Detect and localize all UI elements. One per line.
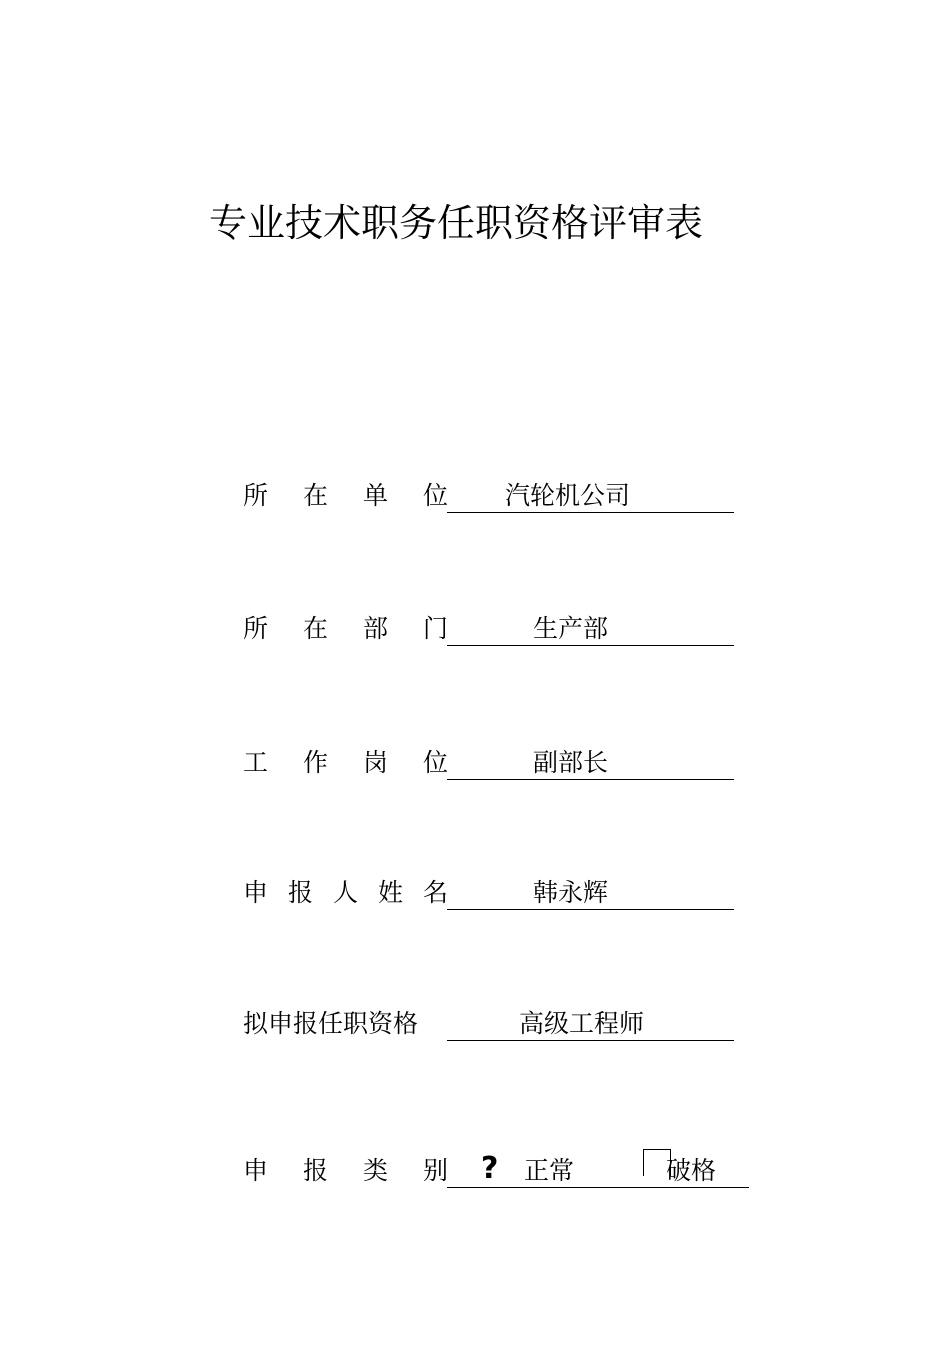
label-char: 在 [302,614,328,643]
label-char: 单 [362,481,388,510]
label-char: 位 [422,481,448,510]
field-applicant-name-label [243,875,448,911]
label-char: 工 [243,748,269,777]
label-char: 所 [243,614,269,643]
category-break-label: 破格 [666,1156,717,1185]
field-qualification-value: 高级工程师 [519,1009,645,1038]
label-char: 报 [287,878,313,907]
label-char: 申 [243,878,269,907]
category-normal-marker[interactable]: ? [481,1151,499,1186]
label-char: 报 [302,1156,328,1185]
label-char: 部 [362,614,388,643]
label-char: 姓 [377,878,403,907]
field-category-label [243,1153,448,1189]
label-char: 门 [422,614,448,643]
category-normal-label: 正常 [524,1156,575,1185]
label-char: 别 [422,1156,448,1185]
label-char: 在 [302,481,328,510]
label-char: 所 [243,481,269,510]
field-qualification-label: 拟申报任职资格 [243,1009,419,1038]
label-char: 位 [422,748,448,777]
label-char: 岗 [362,748,388,777]
field-applicant-name-value: 韩永辉 [533,878,609,907]
label-char: 申 [243,1156,269,1185]
field-position-value: 副部长 [533,748,609,777]
label-char: 人 [332,878,358,907]
label-char: 作 [302,748,328,777]
field-department-value: 生产部 [533,614,609,643]
field-position-label [243,745,448,781]
label-char: 名 [422,878,448,907]
field-department-label [243,611,448,647]
label-char: 类 [362,1156,388,1185]
field-unit-label [243,478,448,514]
document-title: 专业技术职务任职资格评审表 [208,201,703,245]
field-unit-value: 汽轮机公司 [505,481,631,510]
